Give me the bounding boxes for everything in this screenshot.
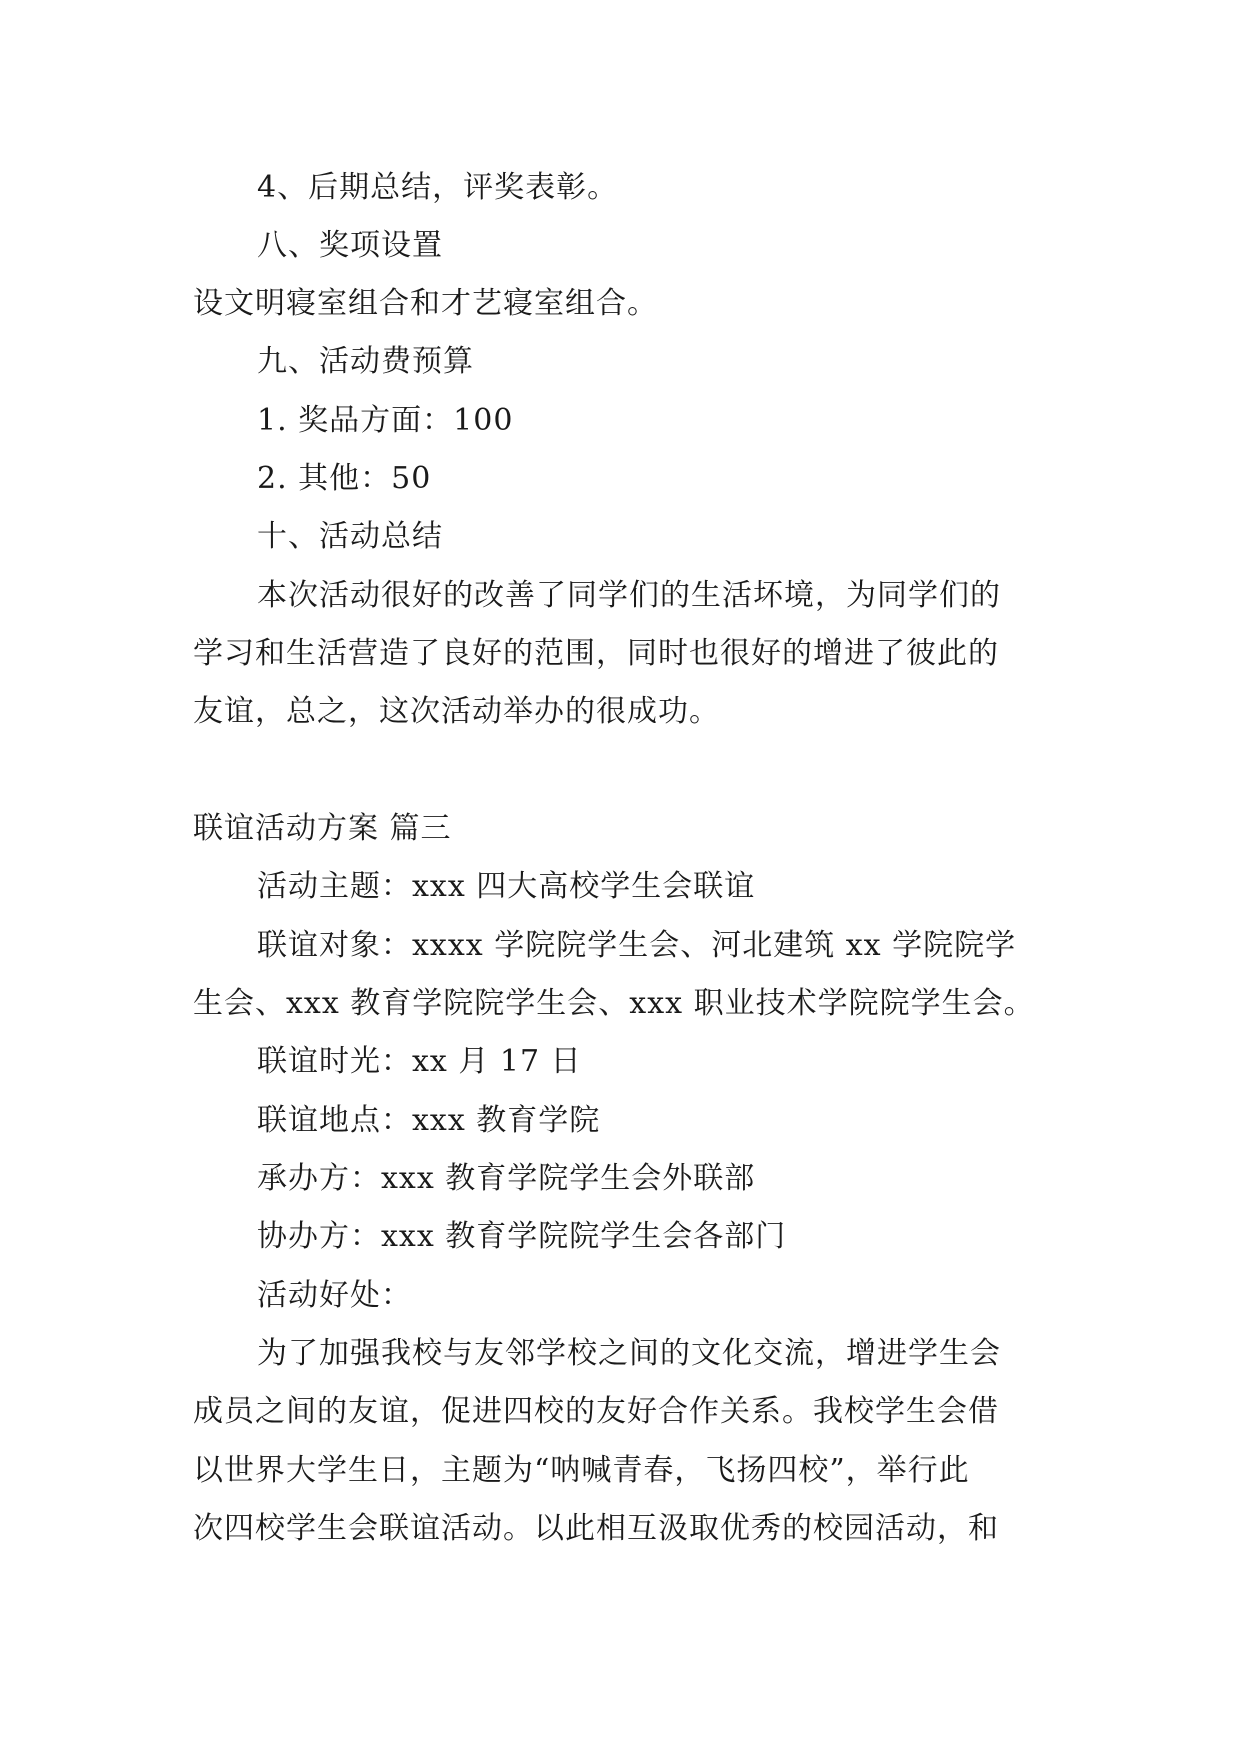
summary-paragraph-line: 学习和生活营造了良好的范围，同时也很好的增进了彼此的	[193, 636, 999, 671]
summary-paragraph-line: 友谊，总之，这次活动举办的很成功。	[193, 694, 720, 729]
activity-target: 联谊对象：xxxx 学院院学生会、河北建筑 xx 学院院学	[257, 928, 1017, 963]
budget-item-1: 1. 奖品方面：100	[257, 403, 514, 438]
benefit-heading: 活动好处：	[257, 1278, 412, 1313]
list-item-4: 4、后期总结，评奖表彰。	[257, 170, 619, 205]
activity-time: 联谊时光：xx 月 17 日	[257, 1044, 582, 1079]
activity-theme: 活动主题：xxx 四大高校学生会联谊	[257, 869, 756, 904]
summary-paragraph-line: 本次活动很好的改善了同学们的生活坏境，为同学们的	[257, 578, 1001, 613]
activity-co-organizer: 协办方：xxx 教育学院院学生会各部门	[257, 1219, 787, 1254]
budget-item-2: 2. 其他：50	[257, 461, 432, 496]
section-heading-budget: 九、活动费预算	[257, 344, 474, 379]
benefit-paragraph-line: 成员之间的友谊，促进四校的友好合作关系。我校学生会借	[193, 1394, 999, 1429]
activity-organizer: 承办方：xxx 教育学院学生会外联部	[257, 1161, 756, 1196]
section-heading-awards: 八、奖项设置	[257, 228, 443, 263]
section-heading-summary: 十、活动总结	[257, 519, 443, 554]
activity-target-continued: 生会、xxx 教育学院院学生会、xxx 职业技术学院院学生会。	[193, 986, 1035, 1021]
section-title: 联谊活动方案 篇三	[193, 811, 452, 846]
benefit-paragraph-line: 次四校学生会联谊活动。以此相互汲取优秀的校园活动，和	[193, 1511, 999, 1546]
awards-text: 设文明寝室组合和才艺寝室组合。	[193, 286, 658, 321]
benefit-paragraph-line: 以世界大学生日，主题为“呐喊青春，飞扬四校”，举行此	[193, 1453, 970, 1488]
benefit-paragraph-line: 为了加强我校与友邻学校之间的文化交流，增进学生会	[257, 1336, 1001, 1371]
activity-place: 联谊地点：xxx 教育学院	[257, 1103, 601, 1138]
